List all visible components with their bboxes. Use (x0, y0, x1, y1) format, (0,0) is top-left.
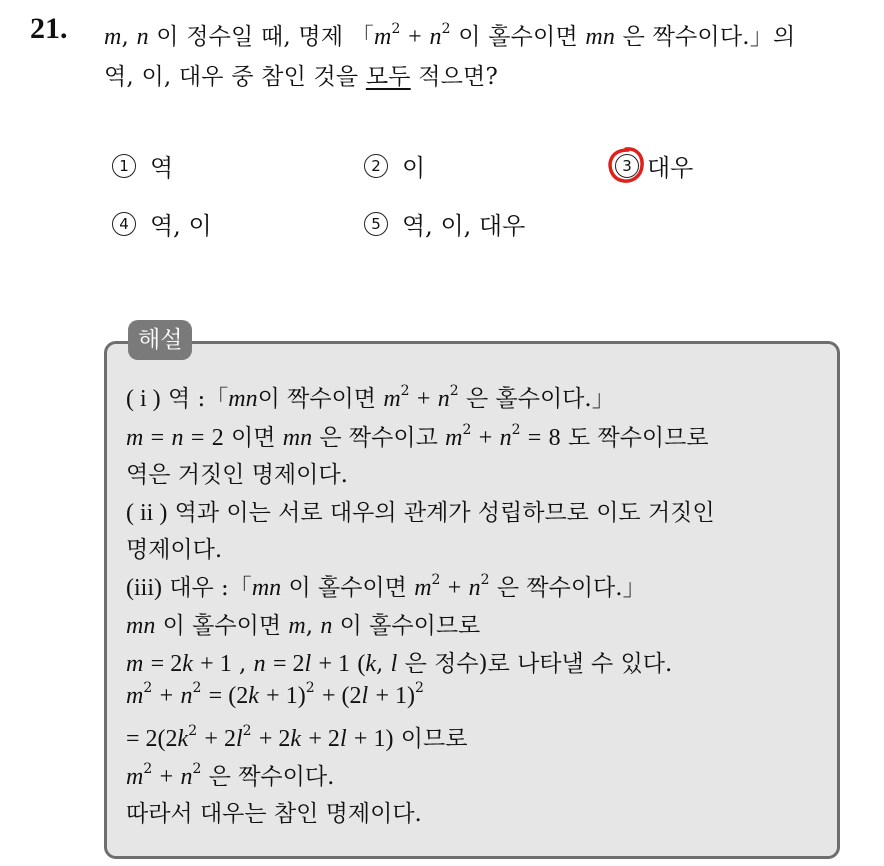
explanation-line: m = 2k + 1 , n = 2l + 1 (k, l 은 정수)로 나타낼 수 있다. (126, 651, 673, 677)
explanation-line: m = n = 2 이면 mn 은 짝수이고 $m^2 + n^2 = 8$ 도 짝수이므로 (126, 422, 709, 451)
explanation-line: 역은 거짓인 명제이다. (126, 462, 348, 488)
explanation-line: (iii) 대우 :「mn 이 홀수이면 $m^2 + n^2$ 은 짝수이다.」 (126, 572, 646, 601)
choice-number: 2 (364, 154, 388, 178)
choice-number: 3 (615, 154, 639, 178)
explanation-line: ( i ) 역 :「mn이 짝수이면 $m^2 + n^2$ 은 홀수이다.」 (126, 383, 615, 412)
answer-mark-icon (607, 146, 645, 184)
choice-5[interactable]: 5 역, 이, 대우 (364, 206, 525, 241)
explanation-tag: 해설 (128, 320, 192, 360)
choice-2[interactable]: 2 이 (364, 148, 425, 183)
choice-number: 1 (112, 154, 136, 178)
explanation-line: = $2(2k^2 + 2l^2 + 2k + 2l + 1)$ 이므로 (126, 723, 468, 752)
emphasis-all: 모두 (365, 64, 411, 90)
question-line-1: m, n 이 정수일 때, 명제 「$m^2 + n^2$ 이 홀수이면 mn 은 짝수이다.」의 (104, 21, 796, 50)
explanation-line: ( ii ) 역과 이는 서로 대우의 관계가 성립하므로 이도 거짓인 (126, 500, 715, 526)
choice-number: 5 (364, 212, 388, 236)
explanation-line: $m^2 + n^2 = (2k + 1)^2 + (2l + 1)^2$ (126, 680, 424, 709)
explanation-line: 따라서 대우는 참인 명제이다. (126, 801, 422, 827)
choice-1[interactable]: 1 역 (112, 148, 173, 183)
explanation-line: 명제이다. (126, 537, 223, 563)
choice-4[interactable]: 4 역, 이 (112, 206, 212, 241)
question-line-2: 역, 이, 대우 중 참인 것을 모두 적으면? (104, 64, 499, 90)
choice-number: 4 (112, 212, 136, 236)
explanation-line: mn 이 홀수이면 m, n 이 홀수이므로 (126, 613, 481, 639)
choice-3[interactable]: 3 대우 (615, 148, 693, 183)
explanation-line: $m^2 + n^2$ 은 짝수이다. (126, 761, 335, 790)
question-number: 21. (30, 12, 68, 45)
